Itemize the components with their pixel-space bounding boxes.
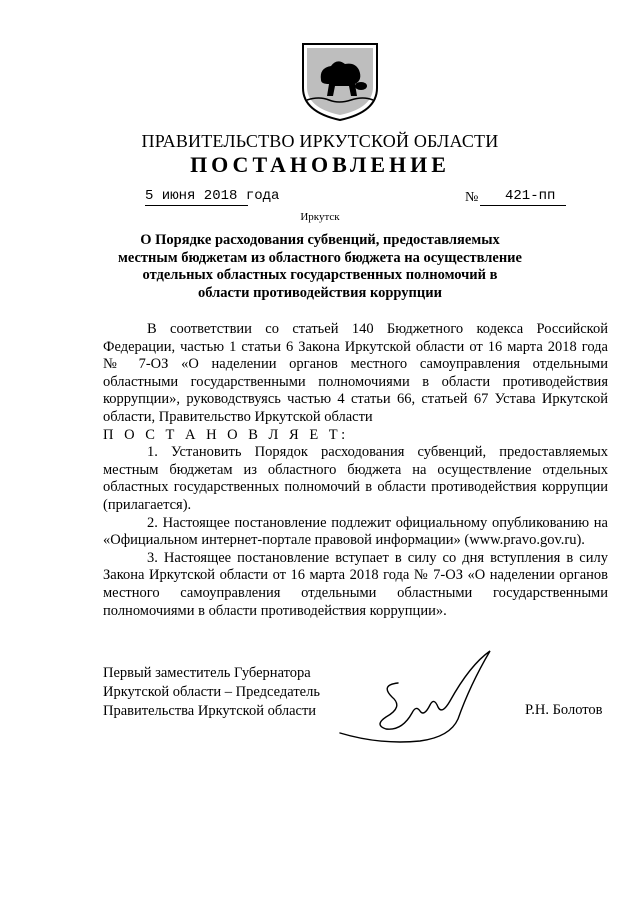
decree-title: О Порядке расходования субвенций, предоставляемых местным бюджетам из областного бюджета на осуществление отдельных областных государственных полномочий в области противодействия коррупции — [118, 232, 522, 301]
decree-number: 421-пп — [505, 188, 556, 204]
government-name: ПРАВИТЕЛЬСТВО ИРКУТСКОЙ ОБЛАСТИ — [141, 131, 499, 151]
signatory-name: Р.Н. Болотов — [525, 702, 603, 718]
resolves-line: П О С Т А Н О В Л Я Е Т: — [103, 426, 349, 443]
position-line-1: Первый заместитель Губернатора — [103, 665, 311, 681]
coat-of-arms-icon — [299, 40, 381, 122]
city-name: Иркутск — [300, 211, 340, 223]
signatory-position — [103, 664, 320, 721]
date-underline — [145, 205, 248, 206]
decree-heading: ПОСТАНОВЛЕНИЕ — [190, 152, 450, 177]
number-label: № — [465, 190, 479, 205]
number-underline — [480, 205, 566, 206]
position-line-3: Правительства Иркутской области — [103, 703, 317, 719]
preamble-paragraph: В соответствии со статьей 140 Бюджетного кодекса Российской Федерации, частью 1 статьи 6 Закона Иркутской области от 16 марта 2018 года № 7-ОЗ «О наделении органов местного самоуправления отдельными областными государственными полномочиями в области противодействия коррупции», руководствуясь частью 4 статьи 66, статьей 67 Устава Иркутской области, Правительство Иркутской области — [103, 321, 608, 425]
item-paragraph-1: 1. Установить Порядок расходования субвенций, предоставляемых местным бюджетам из областного бюджета на осуществление отдельных областных государственных полномочий в области противодействия коррупции (прилагается). — [103, 444, 608, 513]
decree-body — [103, 321, 608, 620]
decree-date: 5 июня 2018 года — [145, 188, 280, 204]
item-paragraph-2: 2. Настоящее постановление подлежит официальному опубликованию на «Официальном интернет-портале правовой информации» (www.pravo.gov.ru). — [103, 514, 608, 549]
position-line-2: Иркутской области – Председатель — [103, 684, 320, 700]
handwritten-signature — [320, 645, 510, 745]
item-paragraph-3: 3. Настоящее постановление вступает в силу со дня вступления в силу Закона Иркутской области от 16 марта 2018 года № 7-ОЗ «О наделении органов местного самоуправления отдельными областными государственными полномочиями в области противодействия коррупции». — [103, 549, 608, 619]
